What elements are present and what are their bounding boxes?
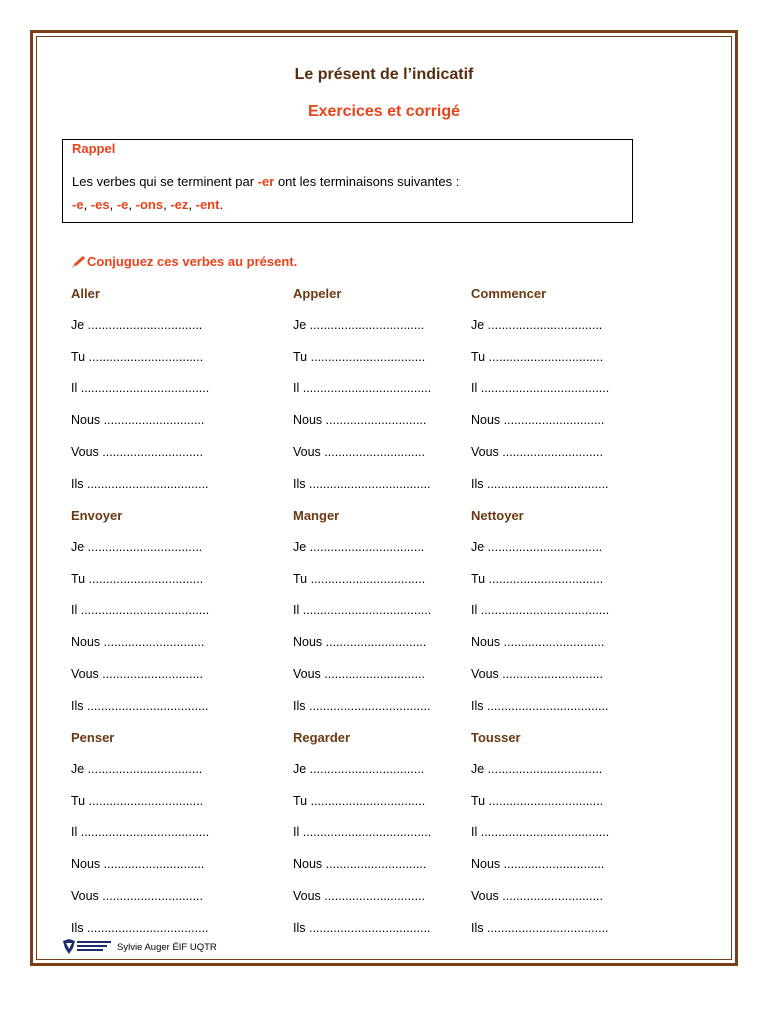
verb-heading: Envoyer — [71, 508, 123, 523]
conjugation-blank[interactable]: Tu ................................. — [293, 571, 426, 586]
conjugation-blank[interactable]: Ils ................................... — [293, 476, 431, 491]
rappel-endings — [72, 197, 223, 212]
verb-heading: Tousser — [471, 730, 521, 745]
ending-separator: , — [109, 197, 117, 212]
conjugation-blank[interactable]: Tu ................................. — [71, 571, 204, 586]
verb-heading: Regarder — [293, 730, 351, 745]
conjugation-blank[interactable]: Il ..................................... — [293, 603, 432, 618]
verb-heading: Nettoyer — [471, 508, 524, 523]
conjugation-blank[interactable]: Tu ................................. — [293, 349, 426, 364]
ending-suffix: -ez — [170, 197, 189, 212]
rappel-box — [62, 139, 633, 223]
page-title: Le présent de l’indicatif — [294, 66, 474, 83]
ending-suffix: -es — [90, 197, 110, 212]
conjugation-blank[interactable]: Nous ............................. — [71, 413, 205, 428]
conjugation-blank[interactable]: Vous ............................. — [471, 666, 603, 681]
conjugation-blank[interactable]: Il ..................................... — [71, 603, 210, 618]
rappel-rule-before: Les verbes qui se terminent par — [72, 174, 258, 189]
conjugation-blank[interactable]: Tu ................................. — [293, 793, 426, 808]
exercise-instruction — [71, 254, 297, 269]
pencil-icon — [71, 255, 86, 269]
verb-heading: Manger — [293, 508, 340, 523]
ending-suffix: -e — [116, 197, 129, 212]
ending-suffix: -ons — [135, 197, 164, 212]
conjugation-blank[interactable]: Il ..................................... — [471, 825, 610, 840]
verb-heading: Commencer — [471, 286, 547, 301]
ending-separator: , — [83, 197, 91, 212]
conjugation-blank[interactable]: Vous ............................. — [71, 888, 203, 903]
conjugation-blank[interactable]: Nous ............................. — [293, 413, 427, 428]
conjugation-blank[interactable]: Nous ............................. — [471, 413, 605, 428]
footer-credit: Sylvie Auger ÉIF UQTR — [117, 941, 217, 953]
conjugation-blank[interactable]: Ils ................................... — [293, 698, 431, 713]
instruction-text: Conjuguez ces verbes au présent. — [87, 254, 298, 269]
ending-separator: , — [128, 197, 136, 212]
ending-suffix: -e — [72, 197, 84, 212]
verb-heading: Appeler — [293, 286, 342, 301]
conjugation-blank[interactable]: Vous ............................. — [293, 444, 425, 459]
conjugation-blank[interactable]: Tu ................................. — [71, 793, 204, 808]
conjugation-blank[interactable]: Nous ............................. — [293, 857, 427, 872]
conjugation-blank[interactable]: Tu ................................. — [71, 349, 204, 364]
ending-separator: , — [163, 197, 171, 212]
conjugation-blank[interactable]: Ils ................................... — [71, 698, 209, 713]
conjugation-blank[interactable]: Je ................................. — [293, 762, 425, 776]
conjugation-blank[interactable]: Il ..................................... — [293, 825, 432, 840]
conjugation-blank[interactable]: Il ..................................... — [471, 381, 610, 396]
conjugation-blank[interactable]: Vous ............................. — [71, 666, 203, 681]
conjugation-blank[interactable]: Il ..................................... — [71, 381, 210, 396]
conjugation-blank[interactable]: Il ..................................... — [293, 381, 432, 396]
conjugation-blank[interactable]: Je ................................. — [293, 540, 425, 554]
page-subtitle: Exercices et corrigé — [307, 103, 461, 120]
conjugation-blank[interactable]: Ils ................................... — [293, 920, 431, 935]
verb-heading: Aller — [71, 286, 100, 301]
footer — [62, 938, 217, 956]
rappel-rule-highlight: -er — [257, 174, 275, 189]
conjugation-blank[interactable]: Nous ............................. — [293, 635, 427, 650]
rappel-rule-after: ont les terminaisons suivantes : — [274, 174, 460, 189]
conjugation-blank[interactable]: Vous ............................. — [471, 888, 603, 903]
conjugation-blank[interactable]: Je ................................. — [71, 318, 203, 332]
conjugation-blank[interactable]: Je ................................. — [471, 762, 603, 776]
conjugation-blank[interactable]: Nous ............................. — [71, 857, 205, 872]
conjugation-blank[interactable]: Vous ............................. — [71, 444, 203, 459]
conjugation-blank[interactable]: Je ................................. — [71, 762, 203, 776]
conjugation-blank[interactable]: Je ................................. — [71, 540, 203, 554]
rappel-rule-text — [72, 174, 459, 189]
conjugation-blank[interactable]: Tu ................................. — [471, 349, 604, 364]
conjugation-blank[interactable]: Nous ............................. — [71, 635, 205, 650]
conjugation-blank[interactable]: Tu ................................. — [471, 793, 604, 808]
conjugation-blank[interactable]: Il ..................................... — [71, 825, 210, 840]
conjugation-blank[interactable]: Vous ............................. — [471, 444, 603, 459]
school-logo-icon — [62, 938, 114, 956]
conjugation-blank[interactable]: Je ................................. — [471, 540, 603, 554]
conjugation-blank[interactable]: Ils ................................... — [71, 476, 209, 491]
conjugation-blank[interactable]: Ils ................................... — [471, 476, 609, 491]
conjugation-blank[interactable]: Ils ................................... — [71, 920, 209, 935]
conjugation-blank[interactable]: Je ................................. — [471, 318, 603, 332]
conjugation-blank[interactable]: Il ..................................... — [471, 603, 610, 618]
verb-heading: Penser — [71, 730, 115, 745]
conjugation-blank[interactable]: Vous ............................. — [293, 888, 425, 903]
conjugation-blank[interactable]: Vous ............................. — [293, 666, 425, 681]
conjugation-blank[interactable]: Nous ............................. — [471, 635, 605, 650]
ending-suffix: -ent — [195, 197, 220, 212]
conjugation-blank[interactable]: Tu ................................. — [471, 571, 604, 586]
ending-separator: . — [219, 197, 224, 212]
conjugation-blank[interactable]: Je ................................. — [293, 318, 425, 332]
conjugation-blank[interactable]: Ils ................................... — [471, 698, 609, 713]
ending-separator: , — [188, 197, 196, 212]
rappel-heading: Rappel — [72, 141, 116, 156]
conjugation-blank[interactable]: Nous ............................. — [471, 857, 605, 872]
conjugation-blank[interactable]: Ils ................................... — [471, 920, 609, 935]
